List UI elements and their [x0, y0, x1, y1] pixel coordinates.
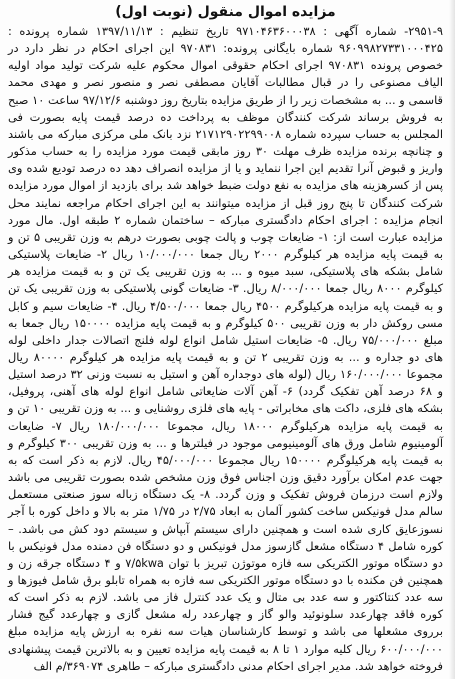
- page-edge-shadow: [449, 0, 455, 679]
- notice-title: مزایده اموال منقول (نوبت اول): [115, 4, 336, 20]
- notice-body: ۲۹۵۱-۹- شماره آگهی : ۹۷۱۰۴۶۳۶۰۰۰۳۸ تاریخ تنظیم : ۱۳۹۷/۱۱/۱۳ شماره پرونده : ۹۶۰۹۹۸۲۷۳۳۱۰۰۰۴۲۵ شماره بایگانی پرونده: ۹۷۰۸۳۱ این اجرای احکام در نظر دارد در خصوص پرونده ۹۷۰۸۳۱ اجرای احکام حقوقی اموال محکوم علیه شرکت تولید مواد اولیه الیاف مصنوعی را در قبال مطالبات آقایان مصطفی نصر و منصور نصر و مهدی محمد قاسمی و ... به مشخصات زیر را از طریق مزایده بتاریخ روز دوشنبه ۹۷/۱۲/۶ ساعت ۱۰ صبح به فروش برساند شرکت کنندگان موظف به پرداخت ده درصد قیمت پایه بصورت فی المجلس به حساب سپرده شماره ۲۱۷۱۲۹۰۲۲۹۹۰۰۸ نزد بانک ملی مرکزی مبارکه می باشند و چنانچه برنده مزایده ظرف مهلت ۳۰ روز مابقی قیمت مورد مزایده را به حساب مذکور واریز و قبوض آنرا تقدیم این اجرا ننماید و یا از مزایده انصراف دهد ده درصد تودیع شده وی پس از کسرهزینه های مزایده به نفع دولت ضبط خواهد شد برای بازدید از اموال مورد مزایده شرکت کنندگان تا پنج روز قبل از مزایده میتوانند به این اجرای احکام مراجعه نمایند محل انجام مزایده : اجرای احکام دادگستری مبارکه – ساختمان شماره ۲ طبقه اول. مال مورد مزایده عبارت است از: ۱- ضایعات چوب و پالت چوبی بصورت درهم به وزن تقریبی ۵ تن و به قیمت پایه مزایده هر کیلوگرم ۲۰۰۰ ریال جمعا ۱۰/۰۰۰/۰۰۰ ریال ۲- ضایعات پلاستیکی شامل بشکه های پلاستیکی، سبد میوه و ... به وزن تقریبی یک تن و به قیمت مزایده هر کیلوگرم ۸۰۰۰ ریال جمعا ۸/۰۰۰/۰۰۰ ریال. ۳- ضایعات گونی پلاستیکی به وزن تقریبی یک تن و به قیمت پایه مزایده هرکیلوگرم ۴۵۰۰ ریال جمعا ۴/۵۰۰/۰۰۰ ریال. ۴- ضایعات سیم و کابل مسی روکش دار به وزن تقریبی ۵۰۰ کیلوگرم و به قیمت پایه مزایده ۱۵۰۰۰۰ ریال جمعا به مبلغ ۷۵/۰۰۰/۰۰۰ ریال. ۵- ضایعات استیل شامل انواع لوله فلنج اتصالات جدار داخلی لوله های دو جداره و ... به وزن تقریبی ۲ تن و به قیمت پایه مزایده هر کیلوگرم ۸۰۰۰۰ ریال مجموعا ۱۶۰/۰۰۰/۰۰۰ ریال (لوله های دوجداره آهن و استیل به نسبت وزنی ۳۲ درصد استیل و ۶۸ درصد آهن تفکیک گردد) ۶- آهن آلات ضایعاتی شامل انواع لوله های آهنی، پروفیل، بشکه های فلزی، داکت های مخابراتی - پایه های فلزی روشنایی و ... به وزن تقریبی ۱۰ تن و به قیمت پایه مزایده هرکیلوگرم ۱۸۰۰۰ ریال، مجموعا ۱۸۰/۰۰۰/۰۰۰ ریال ۷- ضایعات آلومینیوم شامل ورق های آلومینیومی موجود در فیلترها و ... به وزن تقریبی ۳۰۰ کیلوگرم و به قیمت پایه هرکیلوگرم ۱۵۰۰۰۰ ریال مجموعا ۴۵/۰۰۰/۰۰۰ ریال. لازم به ذکر است که به جهت عدم امکان برآورد دقیق وزن اجناس فوق وزن مشخص شده بصورت تقریبی می باشد ولازم است درزمان فروش تفکیک و وزن گردد. ۸- یک دستگاه زباله سوز صنعتی مستعمل سالم مدل فونیکس ساخت کشور آلمان به ابعاد ۲/۷۵ در ۱/۷۵ متر به بالا و داخل کوره با آجر نسوزعایق کاری شده است و همچنین دارای سیستم آبپاش و سیستم دود کش می باشد. – کوره شامل ۴ دستگاه مشعل گازسوز مدل فونیکس و دو دستگاه فن دمنده مدل فونیکس با دو دستگاه موتور الکتریکی سه فازه موتوژن تبریز با توان ۷/۵kwa و ۴ دستگاه جرقه زن و همچنین فن مکنده با دو دستگاه موتور الکتریکی سه فازه به همراه تابلو برق شامل فیوزها و سه عدد کنتاکتور و سه عدد بی متال و یک عدد کنترل فاز می باشد. لازم به ذکر است که کوره فاقد چهارعدد سلونوئید والو گاز و چهارعدد رله مشعل گازی و چهارعدد گیج فشار برروی مشعلها می باشد و توسط کارشناسان هیات سه نفره به ارزش پایه مزایده مبلغ ۶۰۰/۰۰۰/۰۰۰ ریال کلیه موارد ۱ تا ۸ به قیمت پایه مزایده تعیین و به بالاترین قیمت پیشنهادی فروخته خواهد شد. مدیر اجرای احکام مدنی دادگستری مبارکه – طاهری ۳۶۹۰۷۴/م الف: [8, 24, 444, 673]
